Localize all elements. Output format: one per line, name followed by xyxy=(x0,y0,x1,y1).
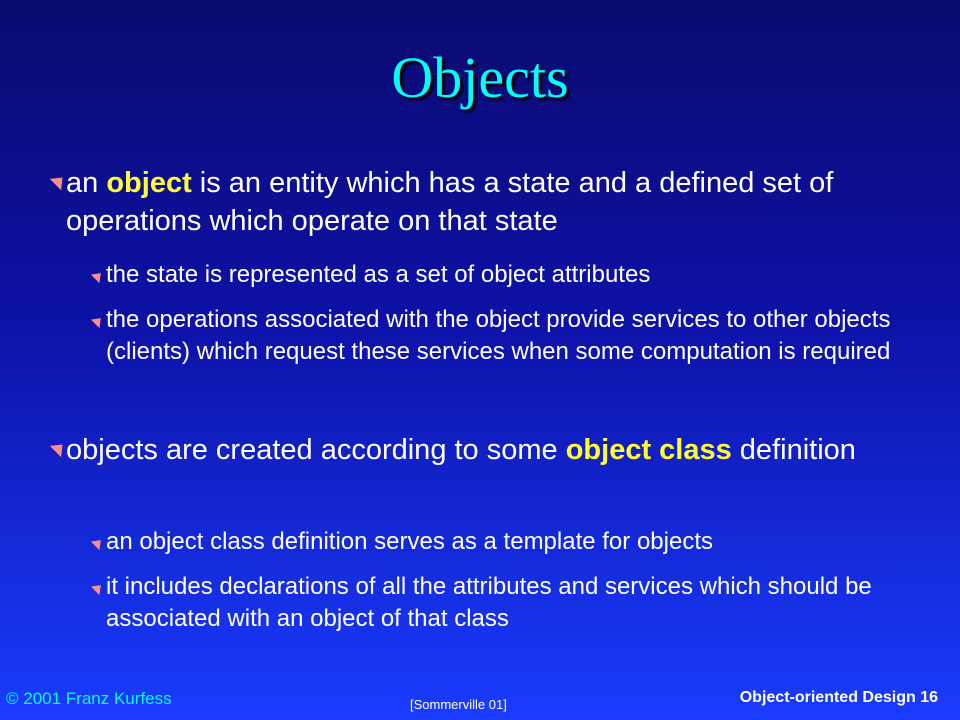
sub-bullet-2-1: an object class definition serves as a template for objects xyxy=(84,526,934,558)
bullet-1-text: an object is an entity which has a state and a defined set of operations which operate on that state xyxy=(66,167,834,237)
bullet-2-text: objects are created according to some object class definition xyxy=(66,434,856,466)
sub-bullet-1-1: the state is represented as a set of object attributes xyxy=(84,259,934,291)
sub-bullet-2-2: it includes declarations of all the attributes and services which should be associated with an object of that class xyxy=(84,571,934,635)
footer-citation: [Sommerville 01] xyxy=(410,697,507,712)
bullet-1 xyxy=(44,164,944,240)
sub-bullet-1-2: the operations associated with the object provide services to other objects (clients) which request these services when some computation is required xyxy=(84,304,934,368)
footer-copyright: © 2001 Franz Kurfess xyxy=(6,689,172,708)
bullet-2 xyxy=(44,431,944,469)
sub-bullet-icon xyxy=(91,581,105,595)
keyword-object: object xyxy=(106,167,192,199)
slide-title: Objects xyxy=(391,45,569,110)
footer-course-page: Object-oriented Design 16 xyxy=(739,689,938,706)
keyword-object-class: object class xyxy=(565,434,732,466)
sub-bullet-icon xyxy=(91,314,105,328)
sub-bullet-icon xyxy=(91,269,105,283)
sub-bullet-icon xyxy=(91,536,105,550)
